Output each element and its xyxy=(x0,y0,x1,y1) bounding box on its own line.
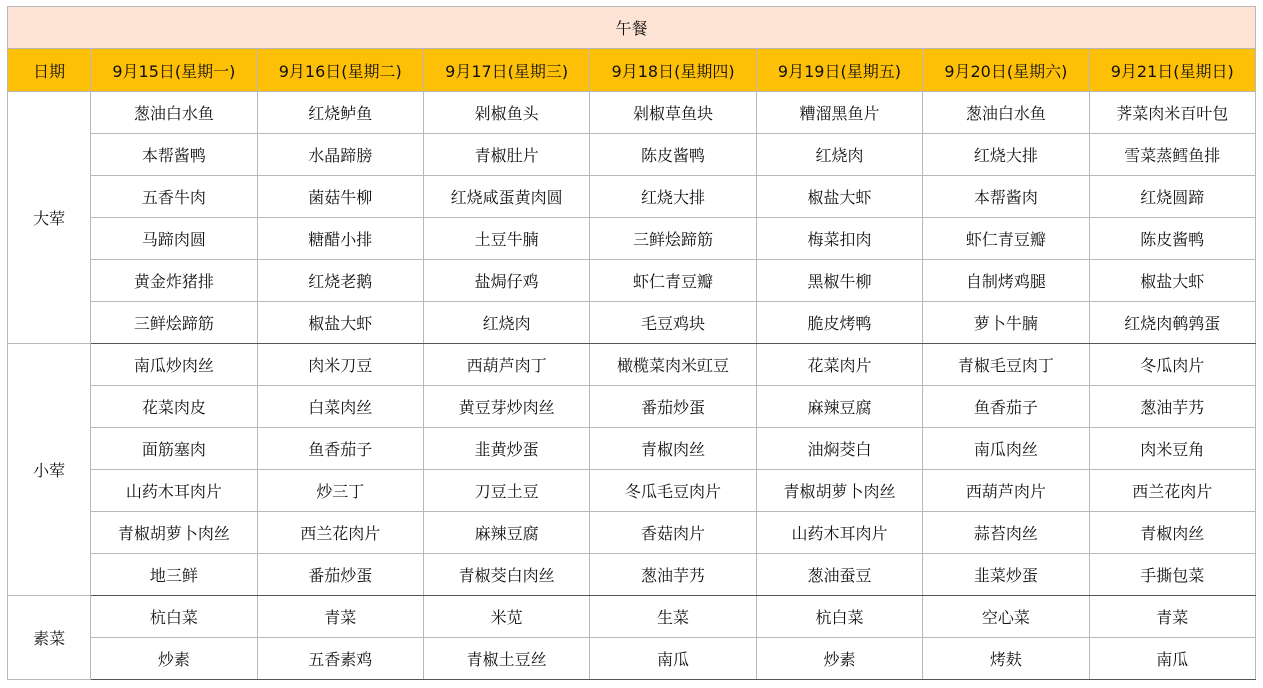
table-row xyxy=(8,134,1256,176)
dish-cell: 三鲜烩蹄筋 xyxy=(91,302,257,344)
dish-cell: 红烧鲈鱼 xyxy=(257,92,423,134)
dish-cell: 西葫芦肉丁 xyxy=(423,344,589,386)
dish-cell: 花菜肉片 xyxy=(756,344,922,386)
dish-cell: 五香牛肉 xyxy=(91,176,257,218)
dish-cell: 虾仁青豆瓣 xyxy=(590,260,756,302)
dish-cell: 红烧老鹅 xyxy=(257,260,423,302)
dish-cell: 青椒茭白肉丝 xyxy=(423,554,589,596)
dish-cell: 肉米刀豆 xyxy=(257,344,423,386)
dish-cell: 三鲜烩蹄筋 xyxy=(590,218,756,260)
dish-cell: 葱油白水鱼 xyxy=(923,92,1089,134)
day-header: 9月18日(星期四) xyxy=(590,49,756,92)
dish-cell: 炒素 xyxy=(91,638,257,680)
dish-cell: 鱼香茄子 xyxy=(257,428,423,470)
dish-cell: 杭白菜 xyxy=(756,596,922,638)
dish-cell: 红烧肉鹌鹑蛋 xyxy=(1089,302,1255,344)
table-row xyxy=(8,344,1256,386)
table-row xyxy=(8,386,1256,428)
dish-cell: 橄榄菜肉米豇豆 xyxy=(590,344,756,386)
dish-cell: 红烧咸蛋黄肉圆 xyxy=(423,176,589,218)
dish-cell: 葱油芋艿 xyxy=(1089,386,1255,428)
dish-cell: 糖醋小排 xyxy=(257,218,423,260)
dish-cell: 山药木耳肉片 xyxy=(91,470,257,512)
dish-cell: 麻辣豆腐 xyxy=(756,386,922,428)
dish-cell: 椒盐大虾 xyxy=(257,302,423,344)
dish-cell: 萝卜牛腩 xyxy=(923,302,1089,344)
dish-cell: 西葫芦肉片 xyxy=(923,470,1089,512)
dish-cell: 番茄炒蛋 xyxy=(590,386,756,428)
dish-cell: 马蹄肉圆 xyxy=(91,218,257,260)
table-row xyxy=(8,470,1256,512)
dish-cell: 脆皮烤鸭 xyxy=(756,302,922,344)
dish-cell: 南瓜 xyxy=(590,638,756,680)
dish-cell: 自制烤鸡腿 xyxy=(923,260,1089,302)
dish-cell: 椒盐大虾 xyxy=(1089,260,1255,302)
dish-cell: 空心菜 xyxy=(923,596,1089,638)
table-row xyxy=(8,512,1256,554)
dish-cell: 红烧大排 xyxy=(590,176,756,218)
table-row xyxy=(8,596,1256,638)
dish-cell: 西兰花肉片 xyxy=(257,512,423,554)
lunch-menu-table xyxy=(7,6,1256,680)
dish-cell: 红烧大排 xyxy=(923,134,1089,176)
day-header: 9月20日(星期六) xyxy=(923,49,1089,92)
day-header: 9月19日(星期五) xyxy=(756,49,922,92)
dish-cell: 白菜肉丝 xyxy=(257,386,423,428)
dish-cell: 蒜苔肉丝 xyxy=(923,512,1089,554)
menu-title: 午餐 xyxy=(8,7,1256,49)
dish-cell: 南瓜炒肉丝 xyxy=(91,344,257,386)
dish-cell: 本帮酱鸭 xyxy=(91,134,257,176)
dish-cell: 韭菜炒蛋 xyxy=(923,554,1089,596)
dish-cell: 菌菇牛柳 xyxy=(257,176,423,218)
table-row xyxy=(8,218,1256,260)
dish-cell: 米苋 xyxy=(423,596,589,638)
table-row xyxy=(8,176,1256,218)
table-row xyxy=(8,428,1256,470)
dish-cell: 生菜 xyxy=(590,596,756,638)
dish-cell: 青椒肉丝 xyxy=(590,428,756,470)
table-row xyxy=(8,554,1256,596)
dish-cell: 麻辣豆腐 xyxy=(423,512,589,554)
dish-cell: 面筋塞肉 xyxy=(91,428,257,470)
dish-cell: 山药木耳肉片 xyxy=(756,512,922,554)
dish-cell: 五香素鸡 xyxy=(257,638,423,680)
dish-cell: 陈皮酱鸭 xyxy=(1089,218,1255,260)
header-row xyxy=(8,49,1256,92)
dish-cell: 番茄炒蛋 xyxy=(257,554,423,596)
dish-cell: 青椒胡萝卜肉丝 xyxy=(756,470,922,512)
dish-cell: 手撕包菜 xyxy=(1089,554,1255,596)
dish-cell: 炒素 xyxy=(756,638,922,680)
category-label: 小荤 xyxy=(8,344,91,596)
dish-cell: 青菜 xyxy=(257,596,423,638)
dish-cell: 盐焗仔鸡 xyxy=(423,260,589,302)
day-header: 9月15日(星期一) xyxy=(91,49,257,92)
dish-cell: 青椒土豆丝 xyxy=(423,638,589,680)
dish-cell: 地三鲜 xyxy=(91,554,257,596)
table-row xyxy=(8,638,1256,680)
dish-cell: 青椒毛豆肉丁 xyxy=(923,344,1089,386)
dish-cell: 剁椒鱼头 xyxy=(423,92,589,134)
dish-cell: 荠菜肉米百叶包 xyxy=(1089,92,1255,134)
dish-cell: 红烧肉 xyxy=(756,134,922,176)
menu-body xyxy=(8,7,1256,680)
dish-cell: 烤麸 xyxy=(923,638,1089,680)
dish-cell: 南瓜肉丝 xyxy=(923,428,1089,470)
category-label: 素菜 xyxy=(8,596,91,680)
dish-cell: 红烧圆蹄 xyxy=(1089,176,1255,218)
dish-cell: 陈皮酱鸭 xyxy=(590,134,756,176)
day-header: 9月21日(星期日) xyxy=(1089,49,1255,92)
dish-cell: 葱油芋艿 xyxy=(590,554,756,596)
dish-cell: 冬瓜毛豆肉片 xyxy=(590,470,756,512)
dish-cell: 刀豆土豆 xyxy=(423,470,589,512)
date-label: 日期 xyxy=(8,49,91,92)
table-row xyxy=(8,302,1256,344)
dish-cell: 虾仁青豆瓣 xyxy=(923,218,1089,260)
table-row xyxy=(8,92,1256,134)
day-header: 9月17日(星期三) xyxy=(423,49,589,92)
dish-cell: 葱油白水鱼 xyxy=(91,92,257,134)
dish-cell: 西兰花肉片 xyxy=(1089,470,1255,512)
dish-cell: 水晶蹄膀 xyxy=(257,134,423,176)
dish-cell: 杭白菜 xyxy=(91,596,257,638)
dish-cell: 南瓜 xyxy=(1089,638,1255,680)
dish-cell: 韭黄炒蛋 xyxy=(423,428,589,470)
dish-cell: 黑椒牛柳 xyxy=(756,260,922,302)
dish-cell: 青椒胡萝卜肉丝 xyxy=(91,512,257,554)
dish-cell: 青椒肚片 xyxy=(423,134,589,176)
dish-cell: 剁椒草鱼块 xyxy=(590,92,756,134)
dish-cell: 油焖茭白 xyxy=(756,428,922,470)
dish-cell: 红烧肉 xyxy=(423,302,589,344)
dish-cell: 黄金炸猪排 xyxy=(91,260,257,302)
table-row xyxy=(8,260,1256,302)
dish-cell: 黄豆芽炒肉丝 xyxy=(423,386,589,428)
dish-cell: 青菜 xyxy=(1089,596,1255,638)
dish-cell: 冬瓜肉片 xyxy=(1089,344,1255,386)
dish-cell: 土豆牛腩 xyxy=(423,218,589,260)
dish-cell: 香菇肉片 xyxy=(590,512,756,554)
dish-cell: 毛豆鸡块 xyxy=(590,302,756,344)
dish-cell: 鱼香茄子 xyxy=(923,386,1089,428)
dish-cell: 本帮酱肉 xyxy=(923,176,1089,218)
dish-cell: 梅菜扣肉 xyxy=(756,218,922,260)
day-header: 9月16日(星期二) xyxy=(257,49,423,92)
dish-cell: 青椒肉丝 xyxy=(1089,512,1255,554)
dish-cell: 花菜肉皮 xyxy=(91,386,257,428)
dish-cell: 炒三丁 xyxy=(257,470,423,512)
dish-cell: 葱油蚕豆 xyxy=(756,554,922,596)
title-row xyxy=(8,7,1256,49)
category-label: 大荤 xyxy=(8,92,91,344)
dish-cell: 椒盐大虾 xyxy=(756,176,922,218)
dish-cell: 雪菜蒸鳕鱼排 xyxy=(1089,134,1255,176)
dish-cell: 肉米豆角 xyxy=(1089,428,1255,470)
dish-cell: 糟溜黑鱼片 xyxy=(756,92,922,134)
